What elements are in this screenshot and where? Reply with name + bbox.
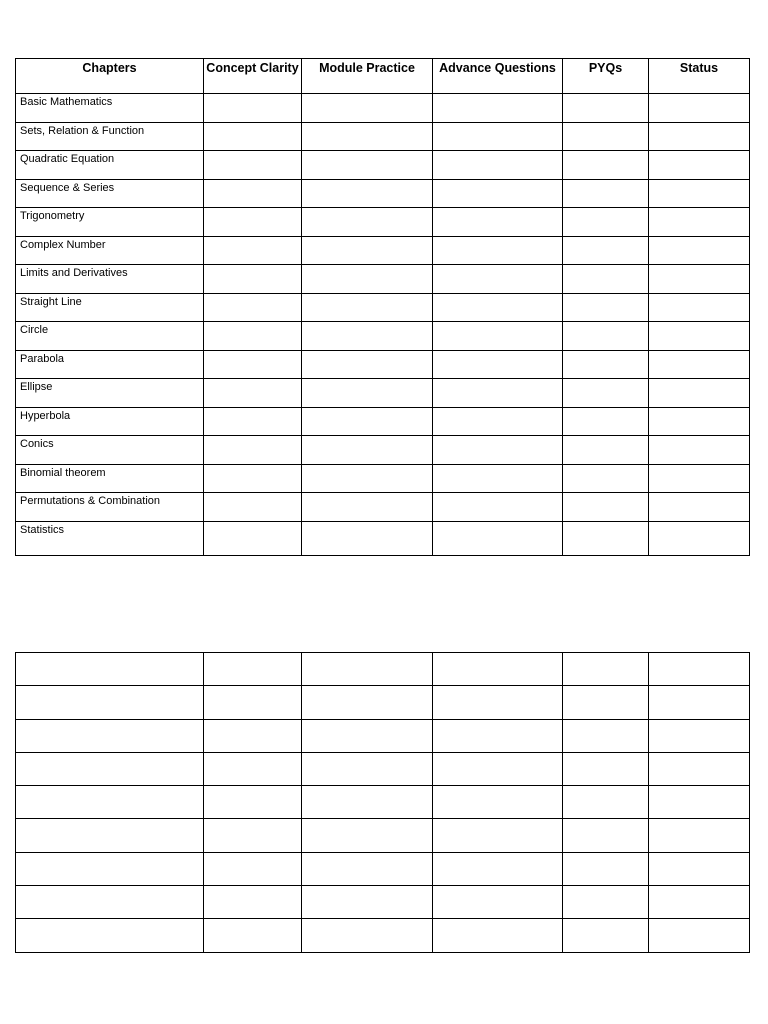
concept-clarity-cell[interactable] bbox=[204, 493, 302, 522]
blank-row bbox=[16, 686, 750, 719]
chapter-name-cell: Limits and Derivatives bbox=[16, 265, 204, 294]
pyqs-cell[interactable] bbox=[563, 493, 649, 522]
concept-clarity-cell[interactable] bbox=[204, 208, 302, 237]
status-cell[interactable] bbox=[649, 379, 750, 408]
status-cell[interactable] bbox=[649, 436, 750, 465]
blank-cell[interactable] bbox=[204, 686, 302, 719]
module-practice-cell[interactable] bbox=[302, 350, 433, 379]
blank-cell[interactable] bbox=[302, 786, 433, 819]
module-practice-cell[interactable] bbox=[302, 436, 433, 465]
table-row bbox=[16, 379, 750, 408]
advance-questions-cell[interactable] bbox=[433, 379, 563, 408]
status-cell[interactable] bbox=[649, 179, 750, 208]
blank-cell[interactable] bbox=[16, 886, 204, 919]
blank-tracker-table bbox=[15, 652, 750, 953]
concept-clarity-cell[interactable] bbox=[204, 350, 302, 379]
table-row bbox=[16, 151, 750, 180]
blank-cell[interactable] bbox=[16, 919, 204, 952]
module-practice-cell[interactable] bbox=[302, 322, 433, 351]
table-row bbox=[16, 322, 750, 351]
module-practice-cell[interactable] bbox=[302, 122, 433, 151]
blank-cell[interactable] bbox=[649, 819, 750, 852]
module-practice-cell[interactable] bbox=[302, 293, 433, 322]
advance-questions-cell[interactable] bbox=[433, 293, 563, 322]
header-pyqs: PYQs bbox=[563, 59, 649, 94]
pyqs-cell[interactable] bbox=[563, 236, 649, 265]
blank-cell[interactable] bbox=[649, 852, 750, 885]
table-row bbox=[16, 236, 750, 265]
module-practice-cell[interactable] bbox=[302, 208, 433, 237]
chapter-name-cell: Parabola bbox=[16, 350, 204, 379]
table-row bbox=[16, 464, 750, 493]
blank-cell[interactable] bbox=[204, 886, 302, 919]
blank-cell[interactable] bbox=[302, 819, 433, 852]
table-row bbox=[16, 94, 750, 123]
pyqs-cell[interactable] bbox=[563, 350, 649, 379]
table-row bbox=[16, 122, 750, 151]
blank-cell[interactable] bbox=[433, 686, 563, 719]
table-row bbox=[16, 179, 750, 208]
status-cell[interactable] bbox=[649, 464, 750, 493]
status-cell[interactable] bbox=[649, 151, 750, 180]
pyqs-cell[interactable] bbox=[563, 179, 649, 208]
chapter-name-cell: Straight Line bbox=[16, 293, 204, 322]
concept-clarity-cell[interactable] bbox=[204, 94, 302, 123]
chapter-name-cell: Basic Mathematics bbox=[16, 94, 204, 123]
module-practice-cell[interactable] bbox=[302, 521, 433, 555]
advance-questions-cell[interactable] bbox=[433, 322, 563, 351]
blank-cell[interactable] bbox=[563, 852, 649, 885]
blank-cell[interactable] bbox=[563, 719, 649, 752]
header-concept-clarity: Concept Clarity bbox=[204, 59, 302, 94]
blank-cell[interactable] bbox=[204, 919, 302, 952]
module-practice-cell[interactable] bbox=[302, 151, 433, 180]
advance-questions-cell[interactable] bbox=[433, 436, 563, 465]
concept-clarity-cell[interactable] bbox=[204, 407, 302, 436]
status-cell[interactable] bbox=[649, 407, 750, 436]
chapter-name-cell: Statistics bbox=[16, 521, 204, 555]
advance-questions-cell[interactable] bbox=[433, 407, 563, 436]
advance-questions-cell[interactable] bbox=[433, 521, 563, 555]
blank-row bbox=[16, 653, 750, 686]
pyqs-cell[interactable] bbox=[563, 122, 649, 151]
blank-cell[interactable] bbox=[302, 852, 433, 885]
concept-clarity-cell[interactable] bbox=[204, 521, 302, 555]
concept-clarity-cell[interactable] bbox=[204, 236, 302, 265]
status-cell[interactable] bbox=[649, 293, 750, 322]
table-row bbox=[16, 293, 750, 322]
status-cell[interactable] bbox=[649, 94, 750, 123]
blank-cell[interactable] bbox=[563, 886, 649, 919]
concept-clarity-cell[interactable] bbox=[204, 151, 302, 180]
pyqs-cell[interactable] bbox=[563, 265, 649, 294]
concept-clarity-cell[interactable] bbox=[204, 122, 302, 151]
blank-cell[interactable] bbox=[433, 653, 563, 686]
blank-cell[interactable] bbox=[433, 719, 563, 752]
advance-questions-cell[interactable] bbox=[433, 464, 563, 493]
chapter-tracker-table bbox=[15, 58, 750, 556]
concept-clarity-cell[interactable] bbox=[204, 293, 302, 322]
advance-questions-cell[interactable] bbox=[433, 236, 563, 265]
chapter-name-cell: Sets, Relation & Function bbox=[16, 122, 204, 151]
pyqs-cell[interactable] bbox=[563, 208, 649, 237]
pyqs-cell[interactable] bbox=[563, 407, 649, 436]
advance-questions-cell[interactable] bbox=[433, 350, 563, 379]
module-practice-cell[interactable] bbox=[302, 493, 433, 522]
blank-cell[interactable] bbox=[649, 719, 750, 752]
blank-cell[interactable] bbox=[649, 919, 750, 952]
concept-clarity-cell[interactable] bbox=[204, 322, 302, 351]
pyqs-cell[interactable] bbox=[563, 293, 649, 322]
header-advance-questions: Advance Questions bbox=[433, 59, 563, 94]
blank-cell[interactable] bbox=[302, 886, 433, 919]
blank-cell[interactable] bbox=[433, 752, 563, 785]
blank-cell[interactable] bbox=[302, 719, 433, 752]
concept-clarity-cell[interactable] bbox=[204, 265, 302, 294]
advance-questions-cell[interactable] bbox=[433, 265, 563, 294]
blank-cell[interactable] bbox=[433, 819, 563, 852]
status-cell[interactable] bbox=[649, 493, 750, 522]
blank-row bbox=[16, 752, 750, 785]
table-row bbox=[16, 521, 750, 555]
blank-cell[interactable] bbox=[204, 852, 302, 885]
table-row bbox=[16, 493, 750, 522]
status-cell[interactable] bbox=[649, 208, 750, 237]
blank-cell[interactable] bbox=[649, 653, 750, 686]
advance-questions-cell[interactable] bbox=[433, 151, 563, 180]
blank-cell[interactable] bbox=[563, 653, 649, 686]
header-chapters: Chapters bbox=[16, 59, 204, 94]
concept-clarity-cell[interactable] bbox=[204, 464, 302, 493]
blank-row bbox=[16, 819, 750, 852]
pyqs-cell[interactable] bbox=[563, 379, 649, 408]
blank-cell[interactable] bbox=[16, 686, 204, 719]
blank-cell[interactable] bbox=[649, 686, 750, 719]
status-cell[interactable] bbox=[649, 521, 750, 555]
blank-cell[interactable] bbox=[16, 653, 204, 686]
blank-row bbox=[16, 919, 750, 952]
status-cell[interactable] bbox=[649, 236, 750, 265]
chapter-name-cell: Ellipse bbox=[16, 379, 204, 408]
module-practice-cell[interactable] bbox=[302, 265, 433, 294]
module-practice-cell[interactable] bbox=[302, 407, 433, 436]
blank-cell[interactable] bbox=[649, 786, 750, 819]
blank-cell[interactable] bbox=[433, 852, 563, 885]
header-row bbox=[16, 59, 750, 94]
advance-questions-cell[interactable] bbox=[433, 493, 563, 522]
pyqs-cell[interactable] bbox=[563, 521, 649, 555]
chapter-name-cell: Circle bbox=[16, 322, 204, 351]
module-practice-cell[interactable] bbox=[302, 464, 433, 493]
chapter-name-cell: Sequence & Series bbox=[16, 179, 204, 208]
blank-cell[interactable] bbox=[302, 752, 433, 785]
blank-row bbox=[16, 719, 750, 752]
concept-clarity-cell[interactable] bbox=[204, 379, 302, 408]
blank-cell[interactable] bbox=[204, 752, 302, 785]
blank-cell[interactable] bbox=[649, 886, 750, 919]
blank-cell[interactable] bbox=[204, 819, 302, 852]
blank-cell[interactable] bbox=[16, 752, 204, 785]
blank-cell[interactable] bbox=[16, 852, 204, 885]
table-row bbox=[16, 208, 750, 237]
advance-questions-cell[interactable] bbox=[433, 179, 563, 208]
header-status: Status bbox=[649, 59, 750, 94]
blank-cell[interactable] bbox=[433, 786, 563, 819]
status-cell[interactable] bbox=[649, 122, 750, 151]
chapter-name-cell: Binomial theorem bbox=[16, 464, 204, 493]
blank-cell[interactable] bbox=[204, 719, 302, 752]
status-cell[interactable] bbox=[649, 350, 750, 379]
chapter-name-cell: Permutations & Combination bbox=[16, 493, 204, 522]
blank-cell[interactable] bbox=[563, 786, 649, 819]
blank-cell[interactable] bbox=[16, 819, 204, 852]
blank-cell[interactable] bbox=[649, 752, 750, 785]
chapter-name-cell: Hyperbola bbox=[16, 407, 204, 436]
advance-questions-cell[interactable] bbox=[433, 122, 563, 151]
blank-row bbox=[16, 886, 750, 919]
blank-cell[interactable] bbox=[563, 819, 649, 852]
table-row bbox=[16, 265, 750, 294]
concept-clarity-cell[interactable] bbox=[204, 179, 302, 208]
blank-row bbox=[16, 786, 750, 819]
module-practice-cell[interactable] bbox=[302, 236, 433, 265]
module-practice-cell[interactable] bbox=[302, 179, 433, 208]
chapter-name-cell: Quadratic Equation bbox=[16, 151, 204, 180]
concept-clarity-cell[interactable] bbox=[204, 436, 302, 465]
chapter-name-cell: Trigonometry bbox=[16, 208, 204, 237]
blank-cell[interactable] bbox=[433, 886, 563, 919]
module-practice-cell[interactable] bbox=[302, 94, 433, 123]
blank-cell[interactable] bbox=[563, 686, 649, 719]
blank-cell[interactable] bbox=[16, 719, 204, 752]
blank-row bbox=[16, 852, 750, 885]
blank-cell[interactable] bbox=[563, 752, 649, 785]
table-row bbox=[16, 407, 750, 436]
status-cell[interactable] bbox=[649, 322, 750, 351]
advance-questions-cell[interactable] bbox=[433, 208, 563, 237]
module-practice-cell[interactable] bbox=[302, 379, 433, 408]
table-row bbox=[16, 350, 750, 379]
advance-questions-cell[interactable] bbox=[433, 94, 563, 123]
blank-cell[interactable] bbox=[204, 786, 302, 819]
chapter-name-cell: Complex Number bbox=[16, 236, 204, 265]
table-row bbox=[16, 436, 750, 465]
pyqs-cell[interactable] bbox=[563, 94, 649, 123]
pyqs-cell[interactable] bbox=[563, 436, 649, 465]
header-module-practice: Module Practice bbox=[302, 59, 433, 94]
blank-cell[interactable] bbox=[563, 919, 649, 952]
blank-cell[interactable] bbox=[16, 786, 204, 819]
blank-cell[interactable] bbox=[302, 919, 433, 952]
pyqs-cell[interactable] bbox=[563, 464, 649, 493]
blank-cell[interactable] bbox=[204, 653, 302, 686]
chapter-name-cell: Conics bbox=[16, 436, 204, 465]
pyqs-cell[interactable] bbox=[563, 151, 649, 180]
status-cell[interactable] bbox=[649, 265, 750, 294]
blank-cell[interactable] bbox=[433, 919, 563, 952]
pyqs-cell[interactable] bbox=[563, 322, 649, 351]
blank-cell[interactable] bbox=[302, 686, 433, 719]
blank-cell[interactable] bbox=[302, 653, 433, 686]
